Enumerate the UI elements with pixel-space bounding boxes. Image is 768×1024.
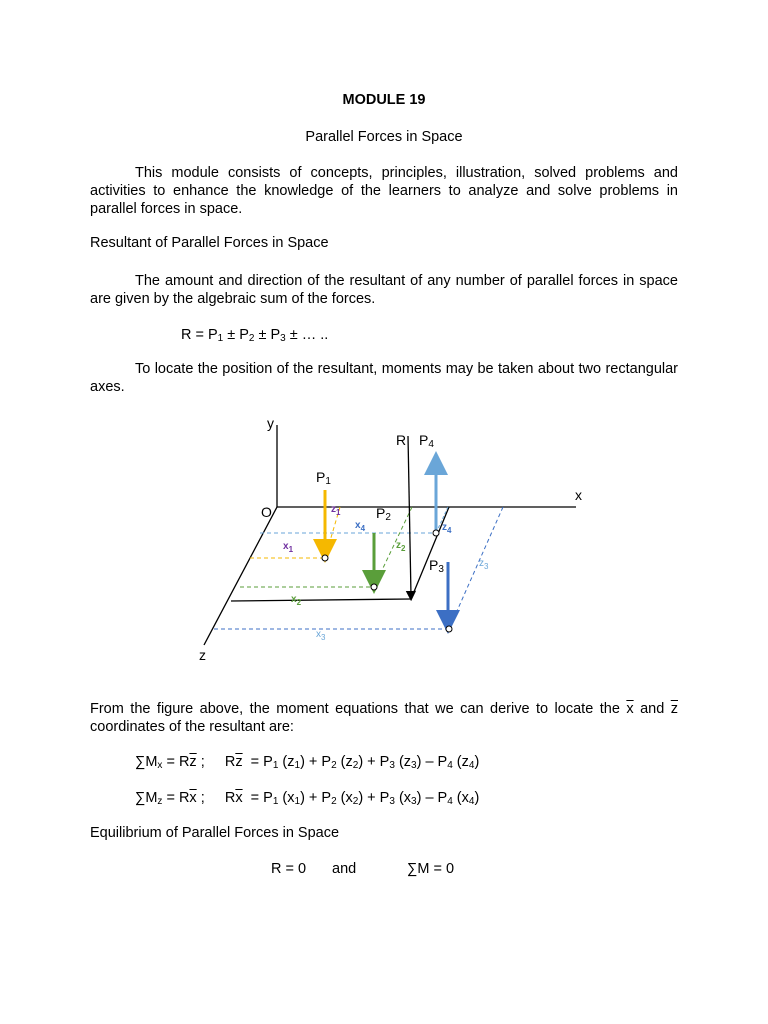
x-axis-label: x [575,487,582,503]
p2-label: P2 [376,505,391,523]
intro-paragraph: This module consists of concepts, principles, illustration, solved problems and activities to enhance the knowledge of the learners to analyze and solve problems in parallel forces in space. [90,165,678,217]
locate-paragraph: To locate the position of the resultant, moments may be taken about two rectangular axes. [90,361,678,395]
section-heading-resultant: Resultant of Parallel Forces in Space [90,235,329,251]
z4-label: $z_4$ [442,522,452,535]
module-subtitle: Parallel Forces in Space [305,129,463,145]
y-axis-label: y [267,415,274,431]
p4-label: P4 [419,432,434,450]
module-title: MODULE 19 [342,92,426,108]
p1-label: P1 [316,469,331,487]
x3-label: $x_3$ [316,629,326,642]
resultant-equation: $R = P_1 \pm P_2 \pm P_3$ ± … .. [181,327,329,344]
section-heading-equilibrium: Equilibrium of Parallel Forces in Space [90,825,340,841]
resultant-paragraph: The amount and direction of the resultant of any number of parallel forces in space are given by the algebraic sum of the forces. [90,273,678,307]
x2-label: $x_2$ [291,594,302,607]
resultant-x-line [231,599,411,601]
p3-label: P3 [429,557,444,575]
x1-label: $x_1$ [283,541,294,554]
p1-point [322,555,328,561]
z-axis [204,507,277,645]
p4-point [433,530,439,536]
r-label: R [396,432,407,448]
resultant-z-line [411,507,449,599]
z3-label: $z_3$ [479,558,489,571]
p2-point [371,584,377,590]
parallel-forces-figure [0,405,768,670]
origin-label: O [261,504,272,520]
equilibrium-moment: ∑M = 0 [407,861,455,877]
p3-point [446,626,452,632]
moment-equation-z: $\sum M_z = R\overline{x}$ ; $R\overline{x} = P_1$ $(x_1) + P_2$ $(x_2) + P_3$ $(x_3) - P_4$ $(x_4)$ [135,790,480,807]
equilibrium-and: and [332,861,357,877]
derive-paragraph: From the figure above, the moment equations that we can derive to locate the $\overline{x}$ and $\overline{z}$ coordinates of the resultant are: [90,701,678,735]
x4-label: $x_4$ [355,520,366,533]
z1-label: $z_1$ [331,504,341,517]
moment-equation-x: $\sum M_x = R\overline{z}$ ; $R\overline{z} = P_1$ $(z_1) + P_2$ $(z_2) + P_3$ $(z_3) - P_4$ $(z_4)$ [135,754,480,771]
z3-guide [449,507,503,629]
equilibrium-r: R = 0 [271,861,307,877]
z2-label: $z_2$ [396,540,406,553]
z-axis-label: z [199,647,206,663]
resultant-arrow [408,436,411,596]
